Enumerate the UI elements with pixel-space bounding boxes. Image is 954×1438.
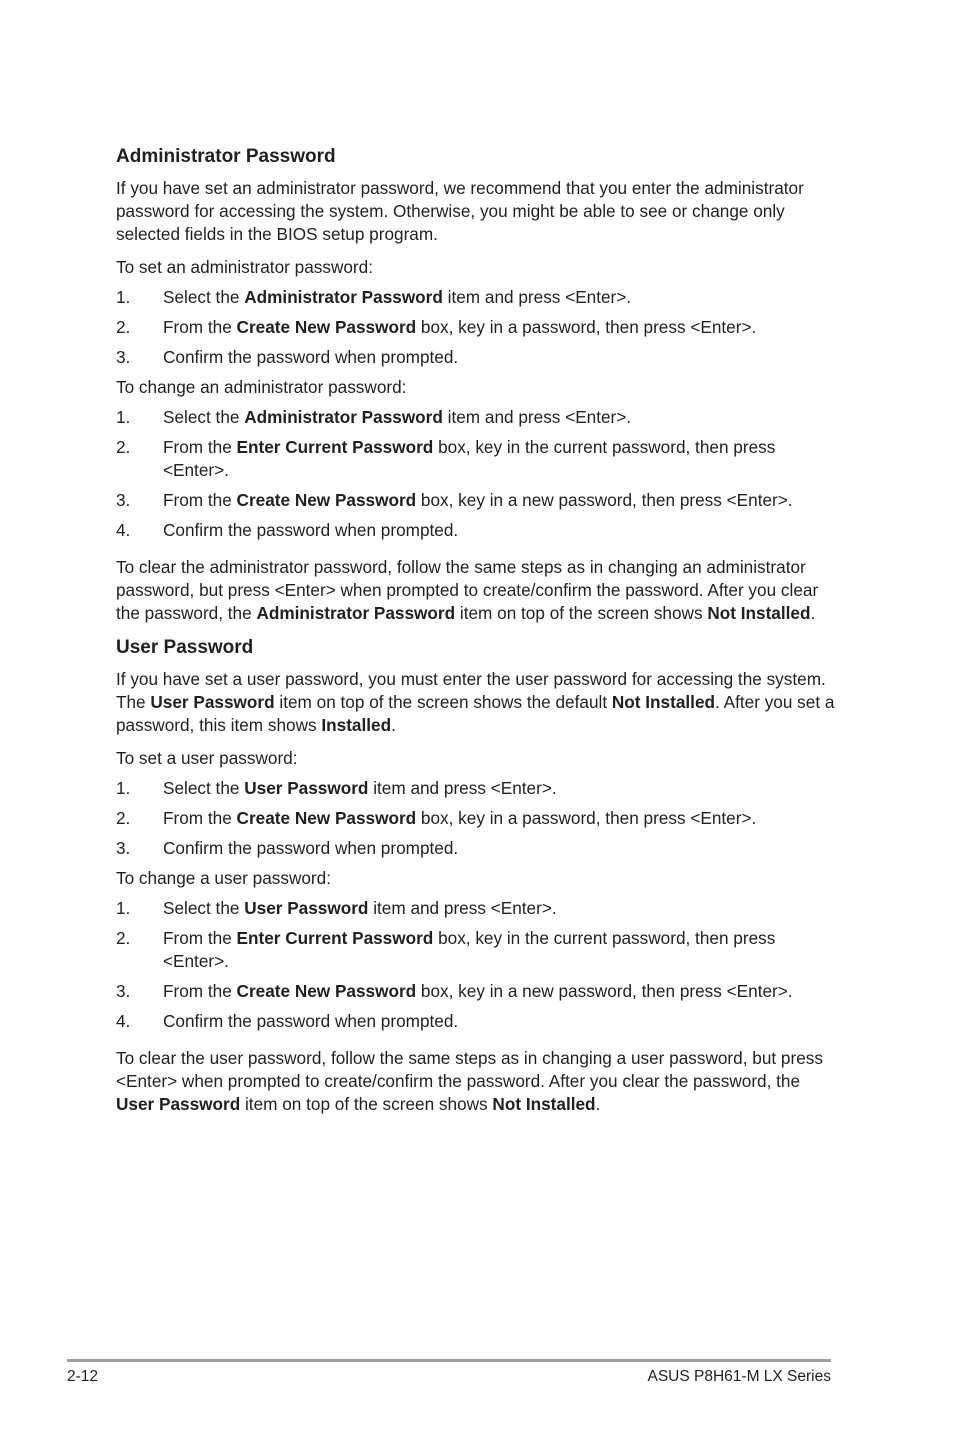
admin-set-steps [116,286,836,369]
list-item [116,436,836,482]
admin-clear-text: To clear the administrator password, follow the same steps as in changing an administrator password, but press <Enter> when prompted to create/confirm the password. After you clear the password, the Administrator Password item on top of the screen shows Not Installed. [116,557,819,623]
step-text: Select the Administrator Password item and press <Enter>. [163,407,632,427]
list-item [116,980,836,1003]
step-text: Confirm the password when prompted. [163,838,459,858]
step-text: Confirm the password when prompted. [163,1011,459,1031]
footer-divider [67,1359,831,1362]
user-password-section [116,637,836,1116]
admin-set-lead: To set an administrator password: [116,257,373,277]
step-text: From the Create New Password box, key in a new password, then press <Enter>. [163,981,793,1001]
step-text: From the Create New Password box, key in a new password, then press <Enter>. [163,490,793,510]
list-item [116,286,836,309]
step-number: 3. [116,490,131,510]
step-number: 1. [116,778,131,798]
user-password-heading: User Password [116,637,254,658]
user-clear-text: To clear the user password, follow the same steps as in changing a user password, but press <Enter> when prompted to create/confirm the password. After you clear the password, the User Password item on top of the screen shows Not Installed. [116,1048,823,1114]
list-item [116,406,836,429]
step-number: 2. [116,808,131,828]
step-text: Confirm the password when prompted. [163,347,459,367]
step-number: 4. [116,520,131,540]
list-item [116,807,836,830]
step-text: From the Enter Current Password box, key in the current password, then press <Enter>. [163,437,776,480]
step-number: 1. [116,407,131,427]
step-number: 2. [116,437,131,457]
user-change-lead: To change a user password: [116,868,331,888]
step-number: 1. [116,287,131,307]
page-number: 2-12 [67,1368,99,1385]
page-content [116,146,836,1128]
step-text: Select the User Password item and press <Enter>. [163,778,557,798]
list-item [116,519,836,542]
step-number: 3. [116,838,131,858]
admin-password-heading: Administrator Password [116,146,336,167]
user-set-steps [116,777,836,860]
list-item [116,316,836,339]
user-change-steps [116,897,836,1033]
step-number: 3. [116,347,131,367]
admin-password-section [116,146,836,625]
user-set-lead: To set a user password: [116,748,298,768]
admin-change-steps [116,406,836,542]
step-number: 1. [116,898,131,918]
list-item [116,346,836,369]
list-item [116,1010,836,1033]
user-intro: If you have set a user password, you must enter the user password for accessing the system. The User Password item on top of the screen shows the default Not Installed. After you set a password, this item shows Installed. [116,669,835,735]
list-item [116,927,836,973]
step-text: Select the User Password item and press <Enter>. [163,898,557,918]
admin-change-lead: To change an administrator password: [116,377,407,397]
product-name: ASUS P8H61-M LX Series [647,1368,831,1385]
admin-intro: If you have set an administrator password, we recommend that you enter the administrator password for accessing the system. Otherwise, you might be able to see or change only selected fields in the BIOS setup program. [116,178,804,244]
step-number: 2. [116,928,131,948]
step-number: 4. [116,1011,131,1031]
step-number: 3. [116,981,131,1001]
step-number: 2. [116,317,131,337]
list-item [116,777,836,800]
list-item [116,897,836,920]
step-text: From the Enter Current Password box, key in the current password, then press <Enter>. [163,928,776,971]
step-text: Confirm the password when prompted. [163,520,459,540]
list-item [116,489,836,512]
list-item [116,837,836,860]
step-text: Select the Administrator Password item and press <Enter>. [163,287,632,307]
step-text: From the Create New Password box, key in a password, then press <Enter>. [163,808,757,828]
step-text: From the Create New Password box, key in a password, then press <Enter>. [163,317,757,337]
